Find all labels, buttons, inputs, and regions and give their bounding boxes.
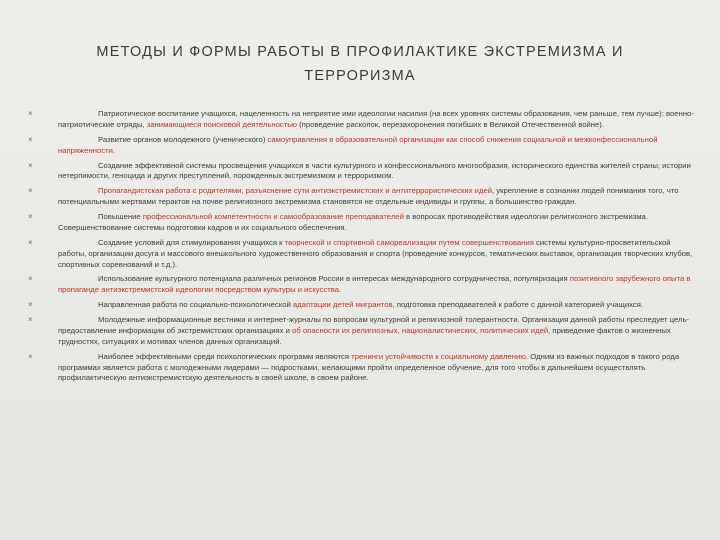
list-item xyxy=(10,238,700,270)
x-mark-icon: × xyxy=(28,186,33,196)
x-mark-icon: × xyxy=(28,351,33,361)
x-mark-icon: × xyxy=(28,274,33,284)
item-text: Молодежные информационные вестники и интернет-журналы по вопросам культурной и религиозной толерантности. Организация данной работы преследует цель-предоставление информации об экстремистских организациях и xyxy=(58,315,690,336)
item-text: Создание условий для стимулирования учащихся к xyxy=(98,237,285,247)
x-mark-icon: × xyxy=(28,212,33,222)
item-text: системы культурно-просветительской работы, организации досуга и массового внешкольного художественного образования и спорта (проведение конкурсов, тематических выставок, организация творческих клубов, спортивных соревнований и т.д.). xyxy=(58,237,693,269)
item-text: Развитие органов молодежного (ученического) xyxy=(98,134,268,144)
page-title xyxy=(40,40,680,88)
list-item xyxy=(10,274,700,296)
list-item xyxy=(10,300,700,311)
highlighted-text: адаптации детей мигрантов xyxy=(292,300,393,310)
item-text: в вопросах противодействия идеологии религиозного экстремизма. Совершенствование системы подготовки кадров и их социального обеспечения. xyxy=(58,212,648,232)
item-text: , приведение фактов о жизненных трудностях, ситуациях и мотивах членов данных организаций. xyxy=(58,326,671,346)
highlighted-text: занимающиеся поисковой деятельностью xyxy=(146,119,297,129)
item-text: , подготовка преподавателей к работе с данной категорией учащихся. xyxy=(392,300,644,310)
item-text: Повышение xyxy=(98,212,143,222)
x-mark-icon: × xyxy=(28,300,33,310)
bullet-list xyxy=(10,109,700,388)
highlighted-text: Пропагандистская работа с родителями, разъяснение сути антиэкстремистских и антитеррористических идей xyxy=(98,186,493,196)
item-text: Создание эффективной системы просвещения учащихся в части культурного и конфессионального многообразия, исторического единства жителей страны; истории нетерпимости, геноцида и других преступлений, порожденных экстремизмом и терроризмом. xyxy=(58,160,691,181)
x-mark-icon: × xyxy=(28,134,33,144)
item-text: Использование культурного потенциала различных регионов России в интересах международного сотрудничества, популяризация xyxy=(98,274,570,284)
list-item xyxy=(10,352,700,384)
item-text: . xyxy=(339,285,342,295)
highlighted-text: творческой и спортивной самореализации путем совершенствования xyxy=(284,237,534,247)
list-item xyxy=(10,109,700,131)
list-item xyxy=(10,315,700,347)
list-item xyxy=(10,135,700,157)
title-line-1: МЕТОДЫ И ФОРМЫ РАБОТЫ В ПРОФИЛАКТИКЕ ЭКСТРЕМИЗМА И xyxy=(96,44,624,60)
list-item xyxy=(10,212,700,234)
highlighted-text: об опасности их религиозных, националистических, политических идей xyxy=(292,326,549,336)
item-text: Патриотическое воспитание учащихся, нацеленность на неприятие ими идеологии насилия (на всех уровнях системы образования, чем раньше, тем лучше): военно-патриотические отряды, xyxy=(58,109,694,129)
list-item xyxy=(10,161,700,183)
item-text: , укрепление в сознании людей понимания того, что потенциальными жертвами терактов на почве религиозного экстремизма становятся не отдельные индивиды и группы, а большинство граждан. xyxy=(58,186,679,207)
item-text: Направленная работа по социально-психологической xyxy=(98,300,293,310)
item-text: Наиболее эффективными среди психологических программ являются xyxy=(98,351,352,361)
highlighted-text: профессиональной компетентности и самообразование преподавателей xyxy=(142,212,404,222)
x-mark-icon: × xyxy=(28,109,33,118)
highlighted-text: тренинги устойчивости к социальному давлению. xyxy=(351,351,529,361)
highlighted-text: самоуправления в образовательной организации как способ снижения социальной и межконфессиональной напряженности. xyxy=(58,134,658,155)
x-mark-icon: × xyxy=(28,160,33,170)
x-mark-icon: × xyxy=(28,315,33,325)
list-item xyxy=(10,186,700,208)
x-mark-icon: × xyxy=(28,237,33,247)
title-line-2: ТЕРРОРИЗМА xyxy=(304,68,416,84)
highlighted-text: позитивного зарубежного опыта в пропаганде антиэкстремистской идеологии посредством культуры и искусства xyxy=(58,274,691,295)
item-text: (проведение раскопок, перезахоронения погибших в Великой Отечественной войне). xyxy=(296,119,604,129)
item-text: Одним из важных подходов в такого рода программах является работа с молодежными лидерами — подростками, желающими пройти определенное обучение, для того чтобы в дальнейшем осуществлять профилактическую антиэкстремистскую деятельность в своей школе, в своем районе. xyxy=(58,351,680,383)
